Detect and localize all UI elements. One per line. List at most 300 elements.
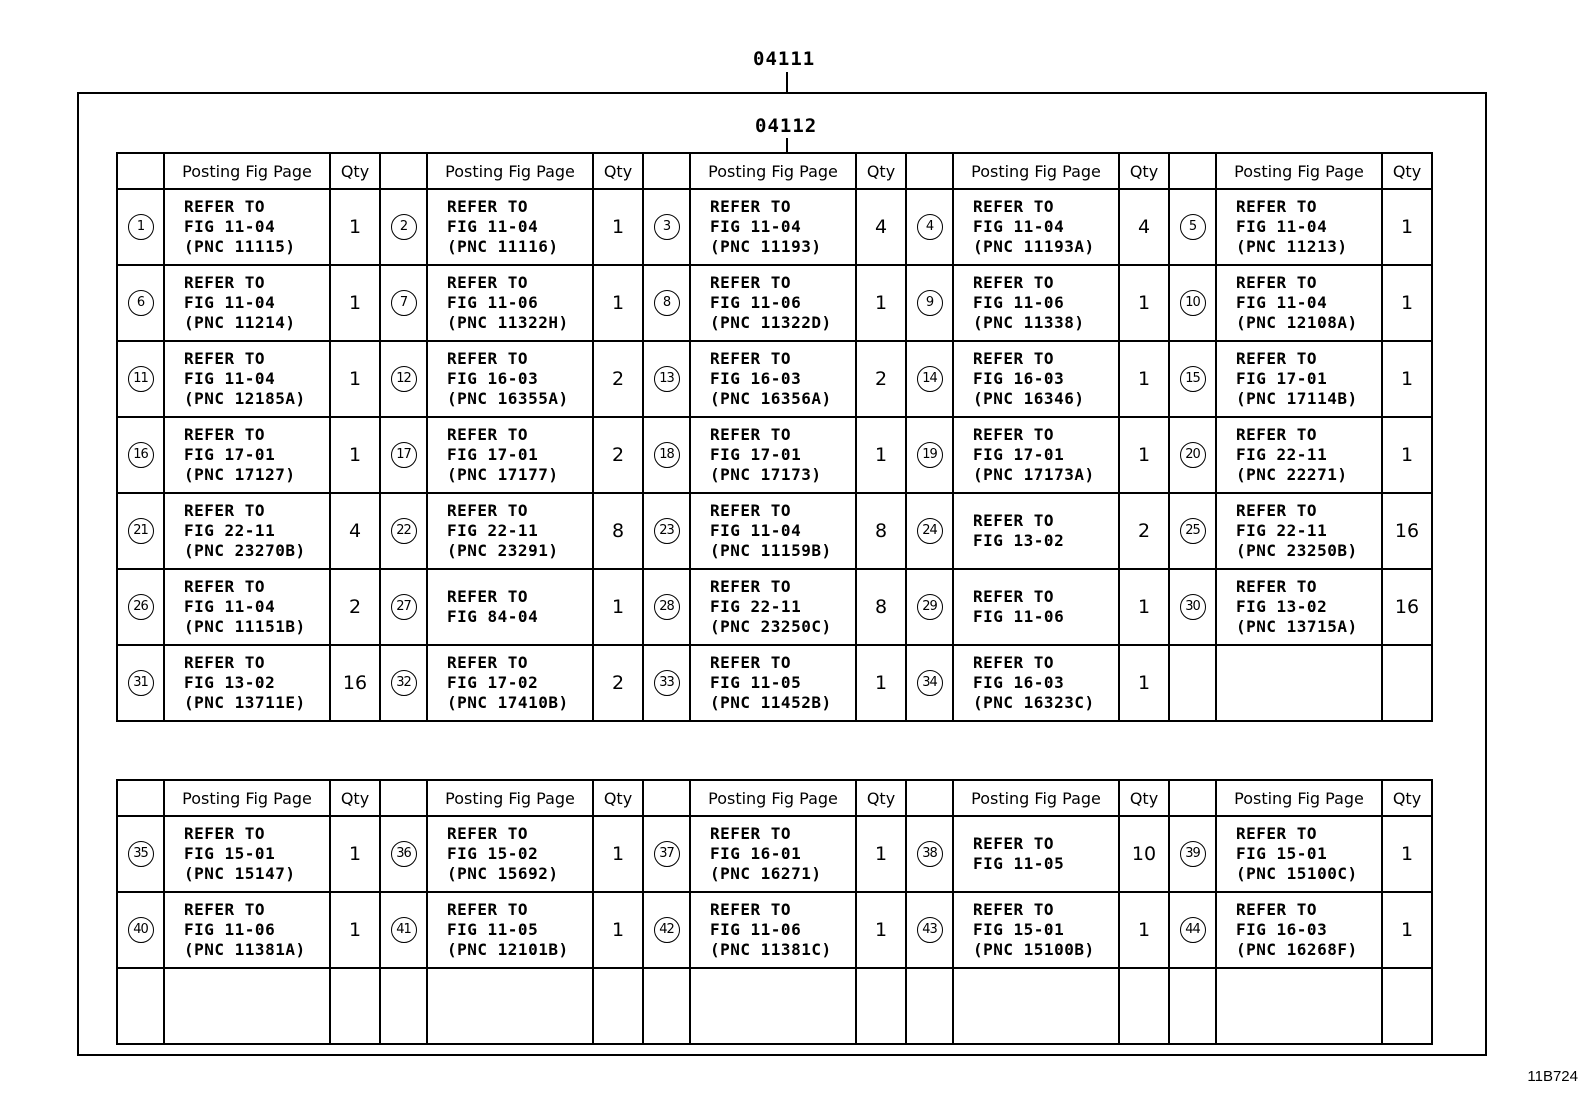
circled-item-number: 6 [128,290,154,316]
circled-item-number: 19 [917,442,943,468]
quantity-cell: 1 [1119,417,1169,493]
item-number-cell [906,341,953,417]
item-number-cell [380,968,427,1044]
item-number-cell [1169,645,1216,721]
circled-item-number: 9 [917,290,943,316]
quantity-cell [593,968,643,1044]
header-item-no [117,780,164,816]
item-number-cell [906,189,953,265]
refer-to-text: REFER TO [447,653,529,672]
quantity-cell [1119,968,1169,1044]
item-number-cell [117,569,164,645]
pnc-reference: (PNC 11214) [184,313,296,332]
pnc-reference: (PNC 17114B) [1236,389,1358,408]
circled-item-number: 16 [128,442,154,468]
posting-reference-cell [953,968,1119,1044]
refer-to-text: REFER TO [184,824,266,843]
header-item-no [380,780,427,816]
circled-item-number: 41 [391,917,417,943]
posting-reference-cell [1216,417,1382,493]
refer-to-text: REFER TO [973,349,1055,368]
posting-reference-cell [164,341,330,417]
item-number-cell [1169,417,1216,493]
pnc-reference: (PNC 15100C) [1236,864,1358,883]
circled-item-number: 24 [917,518,943,544]
header-qty: Qty [856,780,906,816]
pnc-reference: (PNC 23291) [447,541,559,560]
refer-to-text: REFER TO [1236,425,1318,444]
circled-item-number: 31 [128,670,154,696]
header-item-no [643,780,690,816]
circled-item-number: 35 [128,841,154,867]
posting-reference-cell [953,265,1119,341]
figure-reference: FIG 15-01 [1236,844,1328,863]
quantity-cell: 1 [330,265,380,341]
posting-reference-cell [953,493,1119,569]
item-number-cell [117,493,164,569]
circled-item-number: 12 [391,366,417,392]
circled-item-number: 44 [1180,917,1206,943]
figure-reference: FIG 17-01 [447,445,539,464]
figure-reference: FIG 11-06 [710,920,802,939]
refer-to-text: REFER TO [710,273,792,292]
posting-reference-cell [427,968,593,1044]
quantity-cell: 16 [1382,569,1432,645]
figure-reference: FIG 15-01 [973,920,1065,939]
header-qty: Qty [856,153,906,189]
table-row [117,417,1432,493]
figure-reference: FIG 15-02 [447,844,539,863]
posting-reference-cell [1216,341,1382,417]
figure-reference: FIG 17-01 [973,445,1065,464]
quantity-cell: 1 [856,417,906,493]
quantity-cell: 4 [856,189,906,265]
item-number-cell [117,189,164,265]
refer-to-text: REFER TO [447,900,529,919]
pnc-reference: (PNC 11193) [710,237,822,256]
item-number-cell [643,569,690,645]
figure-reference: FIG 16-03 [447,369,539,388]
figure-reference: FIG 11-04 [447,217,539,236]
refer-to-text: REFER TO [1236,349,1318,368]
table-row [117,569,1432,645]
header-item-no [380,153,427,189]
figure-reference: FIG 11-04 [973,217,1065,236]
circled-item-number: 18 [654,442,680,468]
pnc-reference: (PNC 16346) [973,389,1085,408]
header-posting-fig-page: Posting Fig Page [427,780,593,816]
refer-to-text: REFER TO [973,587,1055,606]
pnc-reference: (PNC 16355A) [447,389,569,408]
assembly-code-label: 04111 [753,48,816,70]
header-item-no [643,153,690,189]
posting-reference-cell [953,645,1119,721]
item-number-cell [643,968,690,1044]
quantity-cell: 2 [593,341,643,417]
posting-reference-cell [427,341,593,417]
quantity-cell [856,968,906,1044]
figure-reference: FIG 11-04 [184,369,276,388]
refer-to-text: REFER TO [1236,577,1318,596]
pnc-reference: (PNC 13715A) [1236,617,1358,636]
figure-reference: FIG 15-01 [184,844,276,863]
header-posting-fig-page: Posting Fig Page [953,780,1119,816]
circled-item-number: 1 [128,214,154,240]
pnc-reference: (PNC 23250B) [1236,541,1358,560]
refer-to-text: REFER TO [1236,824,1318,843]
circled-item-number: 38 [917,841,943,867]
item-number-cell [1169,341,1216,417]
header-qty: Qty [1119,153,1169,189]
pnc-reference: (PNC 11452B) [710,693,832,712]
circled-item-number: 3 [654,214,680,240]
pnc-reference: (PNC 11381A) [184,940,306,959]
quantity-cell: 1 [856,892,906,968]
table-row [117,265,1432,341]
refer-to-text: REFER TO [447,587,529,606]
refer-to-text: REFER TO [447,273,529,292]
posting-reference-cell [1216,189,1382,265]
item-number-cell [643,816,690,892]
figure-reference: FIG 11-05 [447,920,539,939]
circled-item-number: 13 [654,366,680,392]
table-header-row [117,153,1432,189]
pnc-reference: (PNC 12101B) [447,940,569,959]
refer-to-text: REFER TO [184,273,266,292]
item-number-cell [380,341,427,417]
circled-item-number: 11 [128,366,154,392]
circled-item-number: 34 [917,670,943,696]
figure-reference: FIG 11-06 [184,920,276,939]
item-number-cell [117,265,164,341]
figure-reference: FIG 11-06 [973,607,1065,626]
figure-reference: FIG 16-03 [1236,920,1328,939]
quantity-cell: 1 [593,892,643,968]
posting-reference-cell [690,968,856,1044]
refer-to-text: REFER TO [973,273,1055,292]
item-number-cell [380,569,427,645]
quantity-cell: 2 [1119,493,1169,569]
posting-reference-cell [427,892,593,968]
posting-reference-cell [427,493,593,569]
quantity-cell [1382,968,1432,1044]
pnc-reference: (PNC 16271) [710,864,822,883]
quantity-cell: 1 [856,265,906,341]
header-item-no [1169,153,1216,189]
pnc-reference: (PNC 11159B) [710,541,832,560]
header-qty: Qty [593,153,643,189]
quantity-cell: 1 [856,816,906,892]
figure-reference: FIG 11-05 [710,673,802,692]
posting-reference-cell [1216,265,1382,341]
header-posting-fig-page: Posting Fig Page [690,153,856,189]
circled-item-number: 42 [654,917,680,943]
item-number-cell [380,493,427,569]
pnc-reference: (PNC 11151B) [184,617,306,636]
posting-reference-cell [1216,968,1382,1044]
figure-reference: FIG 11-06 [710,293,802,312]
refer-to-text: REFER TO [447,501,529,520]
item-number-cell [643,645,690,721]
quantity-cell: 1 [1382,341,1432,417]
item-number-cell [1169,569,1216,645]
circled-item-number: 17 [391,442,417,468]
item-number-cell [1169,265,1216,341]
refer-to-text: REFER TO [184,501,266,520]
header-item-no [906,780,953,816]
table-row [117,816,1432,892]
posting-reference-cell [427,189,593,265]
refer-to-text: REFER TO [973,425,1055,444]
figure-reference: FIG 16-03 [973,369,1065,388]
item-number-cell [117,417,164,493]
quantity-cell: 1 [1382,189,1432,265]
pnc-reference: (PNC 16268F) [1236,940,1358,959]
circled-item-number: 5 [1180,214,1206,240]
circled-item-number: 36 [391,841,417,867]
circled-item-number: 26 [128,594,154,620]
pnc-reference: (PNC 15692) [447,864,559,883]
posting-reference-cell [1216,493,1382,569]
item-number-cell [117,892,164,968]
posting-reference-cell [427,645,593,721]
item-number-cell [906,417,953,493]
table-row [117,892,1432,968]
header-posting-fig-page: Posting Fig Page [164,153,330,189]
circled-item-number: 43 [917,917,943,943]
item-number-cell [1169,892,1216,968]
parts-reference-table-lower [116,779,1433,1045]
item-number-cell [643,417,690,493]
item-number-cell [117,341,164,417]
item-number-cell [906,569,953,645]
header-posting-fig-page: Posting Fig Page [427,153,593,189]
figure-reference: FIG 11-06 [447,293,539,312]
figure-reference: FIG 13-02 [184,673,276,692]
quantity-cell: 1 [1382,417,1432,493]
quantity-cell: 1 [1119,569,1169,645]
item-number-cell [380,265,427,341]
figure-reference: FIG 22-11 [1236,445,1328,464]
pnc-reference: (PNC 11116) [447,237,559,256]
quantity-cell: 1 [330,417,380,493]
posting-reference-cell [953,417,1119,493]
posting-reference-cell [690,892,856,968]
posting-reference-cell [953,341,1119,417]
refer-to-text: REFER TO [184,425,266,444]
header-item-no [117,153,164,189]
refer-to-text: REFER TO [447,824,529,843]
figure-reference: FIG 84-04 [447,607,539,626]
quantity-cell: 1 [593,569,643,645]
item-number-cell [643,341,690,417]
circled-item-number: 14 [917,366,943,392]
pnc-reference: (PNC 11193A) [973,237,1095,256]
table-row [117,645,1432,721]
pnc-reference: (PNC 11115) [184,237,296,256]
figure-reference: FIG 17-01 [710,445,802,464]
posting-reference-cell [690,569,856,645]
pnc-reference: (PNC 17410B) [447,693,569,712]
refer-to-text: REFER TO [973,834,1055,853]
refer-to-text: REFER TO [710,197,792,216]
figure-reference: FIG 11-04 [1236,293,1328,312]
quantity-cell: 1 [1119,645,1169,721]
refer-to-text: REFER TO [710,900,792,919]
posting-reference-cell [1216,892,1382,968]
figure-reference: FIG 11-05 [973,854,1065,873]
posting-reference-cell [164,892,330,968]
quantity-cell: 1 [330,892,380,968]
header-qty: Qty [593,780,643,816]
circled-item-number: 37 [654,841,680,867]
figure-reference: FIG 11-04 [710,217,802,236]
figure-reference: FIG 11-06 [973,293,1065,312]
quantity-cell: 16 [1382,493,1432,569]
item-number-cell [1169,189,1216,265]
quantity-cell: 2 [593,645,643,721]
figure-reference: FIG 11-04 [184,597,276,616]
refer-to-text: REFER TO [184,577,266,596]
pnc-reference: (PNC 13711E) [184,693,306,712]
posting-reference-cell [1216,816,1382,892]
pnc-reference: (PNC 15100B) [973,940,1095,959]
refer-to-text: REFER TO [447,197,529,216]
circled-item-number: 28 [654,594,680,620]
header-item-no [906,153,953,189]
table-row [117,341,1432,417]
circled-item-number: 15 [1180,366,1206,392]
refer-to-text: REFER TO [1236,273,1318,292]
posting-reference-cell [690,341,856,417]
posting-reference-cell [427,569,593,645]
illustration-code: 11B724 [1527,1068,1578,1085]
item-number-cell [643,493,690,569]
posting-reference-cell [690,493,856,569]
pnc-reference: (PNC 22271) [1236,465,1348,484]
item-number-cell [643,189,690,265]
circled-item-number: 7 [391,290,417,316]
refer-to-text: REFER TO [184,900,266,919]
refer-to-text: REFER TO [184,197,266,216]
parts-reference-table-upper [116,152,1433,722]
posting-reference-cell [690,645,856,721]
pnc-reference: (PNC 11322D) [710,313,832,332]
pnc-reference: (PNC 11213) [1236,237,1348,256]
item-number-cell [643,892,690,968]
quantity-cell [1382,645,1432,721]
figure-reference: FIG 16-03 [710,369,802,388]
pnc-reference: (PNC 16323C) [973,693,1095,712]
posting-reference-cell [164,816,330,892]
header-posting-fig-page: Posting Fig Page [164,780,330,816]
subassembly-code-label: 04112 [755,115,818,137]
quantity-cell: 1 [330,189,380,265]
header-item-no [1169,780,1216,816]
figure-reference: FIG 13-02 [1236,597,1328,616]
figure-reference: FIG 11-04 [184,217,276,236]
circled-item-number: 27 [391,594,417,620]
header-posting-fig-page: Posting Fig Page [1216,153,1382,189]
quantity-cell: 1 [1382,816,1432,892]
refer-to-text: REFER TO [710,501,792,520]
refer-to-text: REFER TO [973,653,1055,672]
item-number-cell [906,493,953,569]
figure-reference: FIG 22-11 [184,521,276,540]
circled-item-number: 29 [917,594,943,620]
header-qty: Qty [1119,780,1169,816]
quantity-cell: 16 [330,645,380,721]
pnc-reference: (PNC 17173) [710,465,822,484]
header-posting-fig-page: Posting Fig Page [690,780,856,816]
refer-to-text: REFER TO [1236,900,1318,919]
quantity-cell: 10 [1119,816,1169,892]
pnc-reference: (PNC 15147) [184,864,296,883]
table-row [117,189,1432,265]
pnc-reference: (PNC 17127) [184,465,296,484]
figure-reference: FIG 16-03 [973,673,1065,692]
quantity-cell: 1 [856,645,906,721]
item-number-cell [906,645,953,721]
figure-reference: FIG 16-01 [710,844,802,863]
pnc-reference: (PNC 17177) [447,465,559,484]
item-number-cell [906,265,953,341]
quantity-cell: 1 [1119,892,1169,968]
refer-to-text: REFER TO [973,197,1055,216]
table-row [117,968,1432,1044]
posting-reference-cell [427,417,593,493]
pnc-reference: (PNC 12185A) [184,389,306,408]
circled-item-number: 30 [1180,594,1206,620]
quantity-cell: 1 [1119,265,1169,341]
item-number-cell [380,892,427,968]
refer-to-text: REFER TO [184,653,266,672]
assembly-leader-line [786,72,788,92]
refer-to-text: REFER TO [710,824,792,843]
item-number-cell [117,816,164,892]
item-number-cell [906,892,953,968]
circled-item-number: 22 [391,518,417,544]
posting-reference-cell [164,189,330,265]
item-number-cell [1169,493,1216,569]
pnc-reference: (PNC 17173A) [973,465,1095,484]
figure-reference: FIG 17-01 [1236,369,1328,388]
quantity-cell: 1 [593,189,643,265]
item-number-cell [1169,816,1216,892]
figure-reference: FIG 11-04 [184,293,276,312]
refer-to-text: REFER TO [710,349,792,368]
pnc-reference: (PNC 23270B) [184,541,306,560]
posting-reference-cell [427,265,593,341]
posting-reference-cell [164,265,330,341]
quantity-cell: 1 [1382,265,1432,341]
posting-reference-cell [690,189,856,265]
item-number-cell [906,968,953,1044]
posting-reference-cell [690,265,856,341]
circled-item-number: 25 [1180,518,1206,544]
quantity-cell: 1 [593,265,643,341]
posting-reference-cell [690,816,856,892]
circled-item-number: 20 [1180,442,1206,468]
figure-reference: FIG 17-02 [447,673,539,692]
quantity-cell [330,968,380,1044]
circled-item-number: 4 [917,214,943,240]
item-number-cell [380,645,427,721]
refer-to-text: REFER TO [710,577,792,596]
posting-reference-cell [953,816,1119,892]
item-number-cell [117,645,164,721]
header-qty: Qty [330,153,380,189]
